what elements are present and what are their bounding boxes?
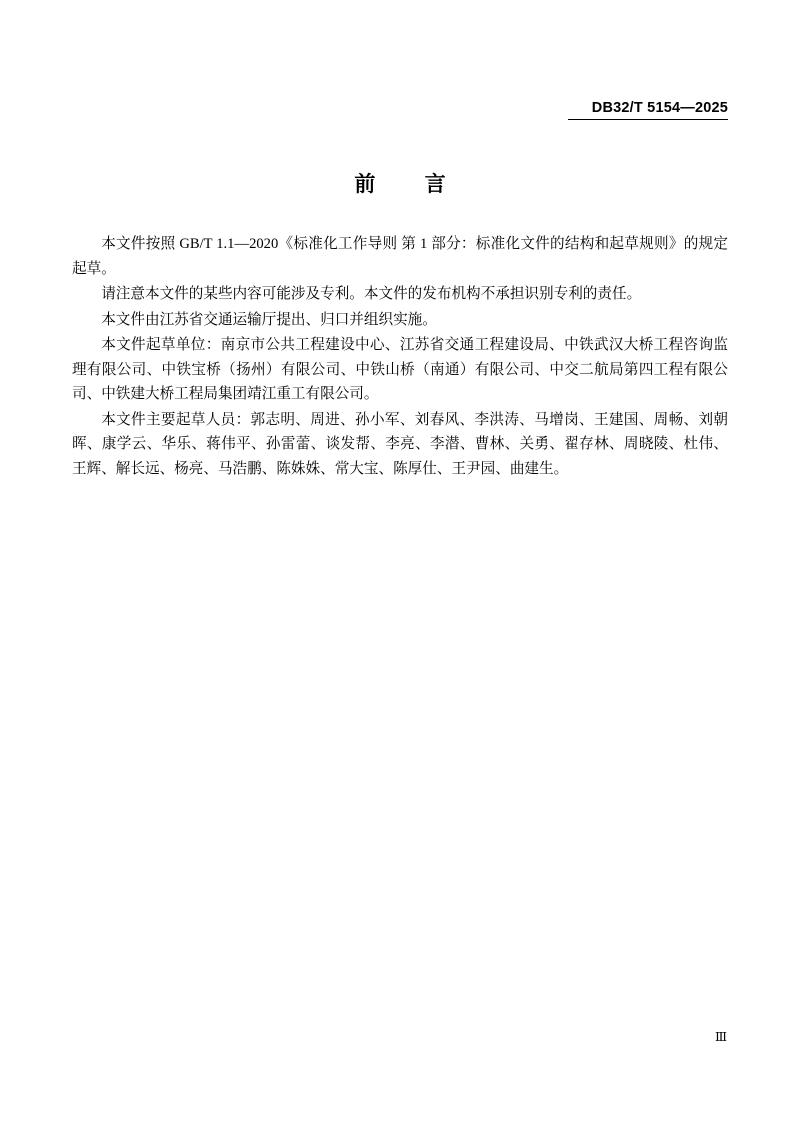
paragraph: 本文件按照 GB/T 1.1—2020《标准化工作导则 第 1 部分：标准化文件的结构和起草规则》的规定起草。 (72, 236, 728, 277)
paragraph: 本文件主要起草人员：郭志明、周进、孙小军、刘春风、李洪涛、马增岗、王建国、周畅、刘朝晖、康学云、华乐、蒋伟平、孙雷蕾、谈发帮、李亮、李潜、曹林、关勇、翟存林、周晓陵、杜伟、王辉、解长远、杨亮、马浩鹏、陈姝姝、常大宝、陈厚仕、王尹园、曲建生。 (72, 411, 728, 477)
paragraph: 请注意本文件的某些内容可能涉及专利。本文件的发布机构不承担识别专利的责任。 (101, 286, 642, 302)
paragraph: 本文件由江苏省交通运输厅提出、归口并组织实施。 (101, 311, 437, 328)
header-divider (568, 119, 728, 120)
page-number: Ⅲ (714, 1030, 728, 1044)
standard-code: DB32/T 5154—2025 (591, 100, 728, 116)
paragraph: 本文件起草单位：南京市公共工程建设中心、江苏省交通工程建设局、中铁武汉大桥工程咨询监理有限公司、中铁宝桥（扬州）有限公司、中铁山桥（南通）有限公司、中交二航局第四工程有限公司、中铁建大桥工程局集团靖江重工有限公司。 (72, 337, 728, 402)
page-header (568, 100, 728, 120)
page-title: 前 言 (354, 172, 468, 196)
foreword-body (72, 232, 728, 481)
